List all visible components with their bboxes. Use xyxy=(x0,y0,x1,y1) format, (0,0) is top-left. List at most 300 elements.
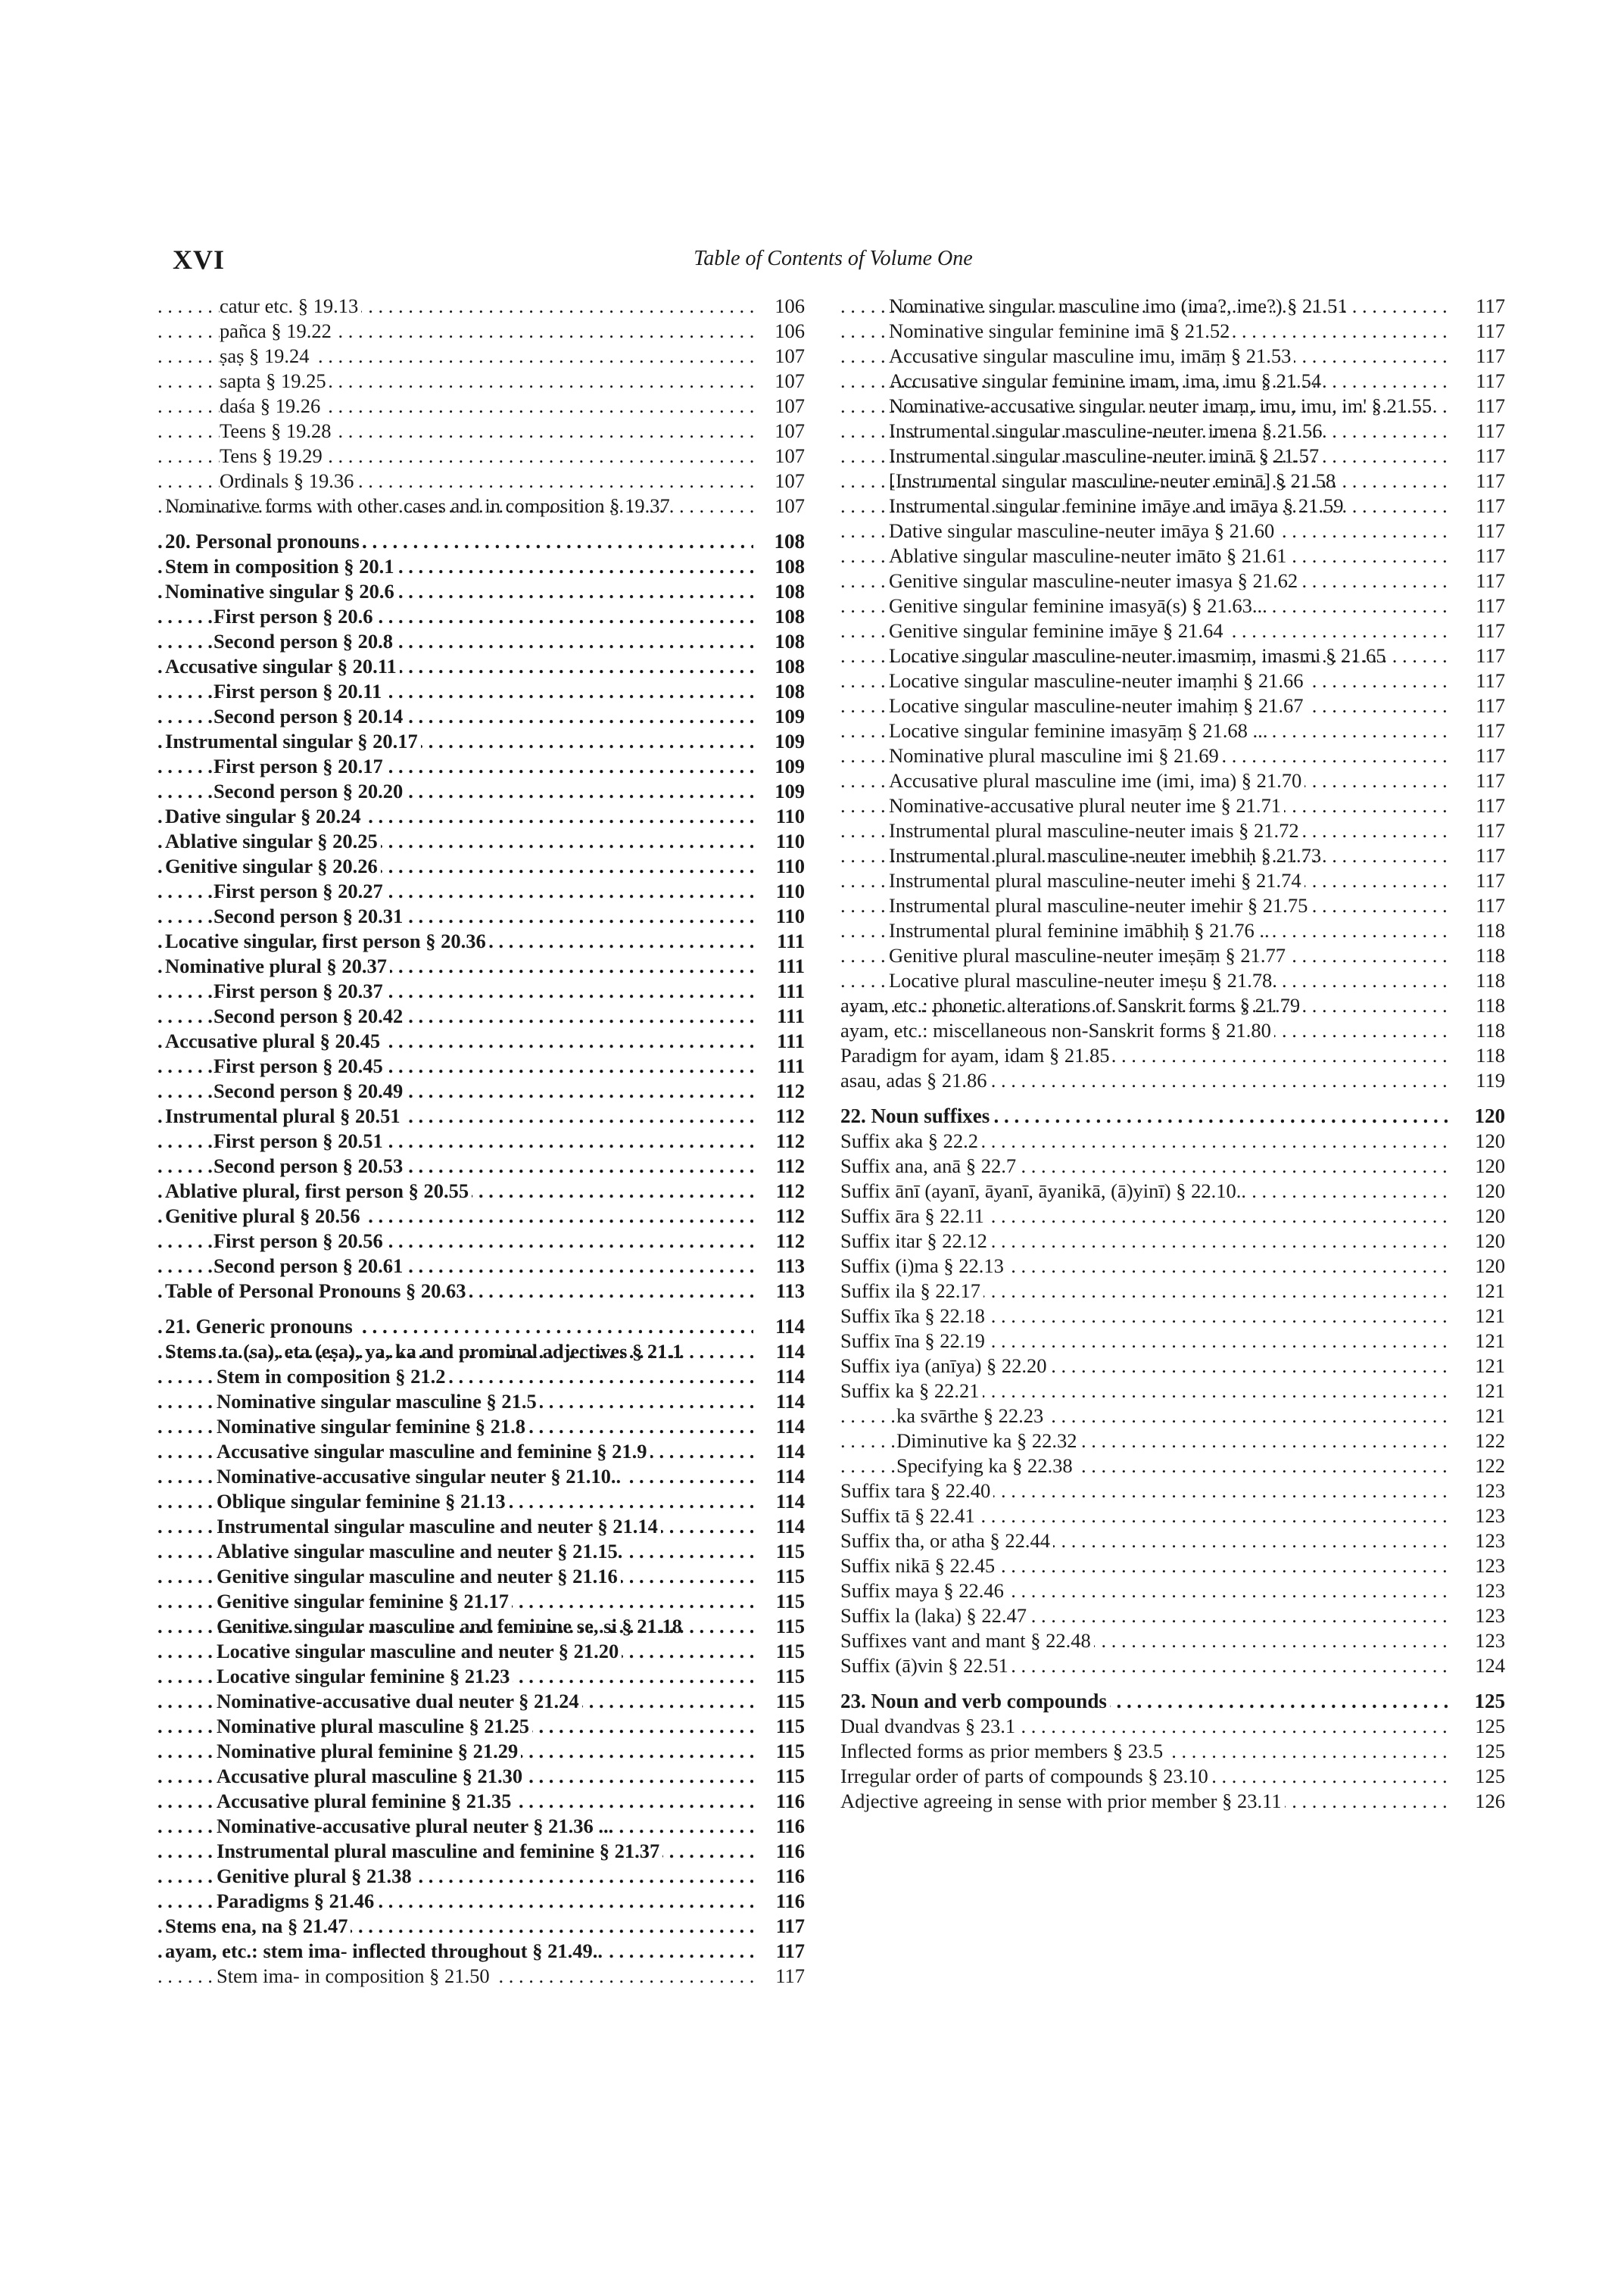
toc-entry-title: Nominative forms with other cases and in composition § 19.37 xyxy=(165,494,670,517)
toc-entry xyxy=(157,1129,805,1154)
toc-entry xyxy=(157,1839,805,1864)
toc-entry xyxy=(840,1404,1505,1428)
toc-entry-page: 117 xyxy=(1454,394,1505,419)
toc-entry-page: 115 xyxy=(753,1664,805,1689)
toc-entry xyxy=(157,1389,805,1414)
toc-entry-page: 108 xyxy=(753,654,805,679)
toc-entry xyxy=(157,1204,805,1229)
running-title: Table of Contents of Volume One xyxy=(694,247,973,270)
toc-entry xyxy=(840,544,1505,569)
toc-entry-title: [Instrumental singular masculine-neuter eminā] § 21.58 xyxy=(889,469,1336,492)
toc-entry-page: 107 xyxy=(753,369,805,394)
toc-entry xyxy=(840,1043,1505,1068)
toc-entry xyxy=(840,1428,1505,1453)
toc-entry xyxy=(840,519,1505,544)
toc-entry xyxy=(157,1439,805,1464)
toc-entry-title: catur etc. § 19.13 xyxy=(220,294,361,317)
toc-entry-title: ayam, etc.: phonetic alterations of Sanskrit forms § 21.79 xyxy=(840,994,1301,1017)
toc-entry xyxy=(157,1029,805,1054)
toc-section-heading xyxy=(157,1314,805,1339)
toc-entry-page: 117 xyxy=(1454,818,1505,843)
toc-entry-page: 125 xyxy=(1454,1714,1505,1739)
toc-entry-title: pañca § 19.22 xyxy=(220,319,335,342)
toc-entry-title: Suffix ka § 22.21 xyxy=(840,1379,983,1402)
toc-entry-page: 114 xyxy=(753,1439,805,1464)
toc-entry-page: 116 xyxy=(753,1864,805,1889)
toc-entry-title: Suffix īka § 22.18 xyxy=(840,1304,988,1327)
toc-entry-title: Nominative plural § 20.37 xyxy=(165,955,390,977)
toc-entry-page: 123 xyxy=(1454,1553,1505,1578)
toc-entry xyxy=(157,904,805,929)
toc-entry xyxy=(157,829,805,854)
toc-entry-title: Nominative singular masculine imo (ima?, ime?) § 21.51 xyxy=(889,294,1348,317)
toc-entry-title: Suffix nikā § 22.45 xyxy=(840,1554,998,1577)
toc-entry-page: 117 xyxy=(1454,743,1505,768)
toc-entry-title: Nominative-accusative singular neuter imaṃ, imu, imu, im' § 21.55 xyxy=(889,394,1432,417)
toc-entry-page: 116 xyxy=(753,1789,805,1814)
toc-entry xyxy=(157,854,805,879)
toc-entry-page: 109 xyxy=(753,779,805,804)
toc-entry xyxy=(157,954,805,979)
toc-entry-title: 20. Personal pronouns xyxy=(165,530,363,553)
toc-entry-title: First person § 20.17 xyxy=(214,755,386,777)
toc-entry-page: 107 xyxy=(753,494,805,519)
toc-entry-page: 112 xyxy=(753,1229,805,1254)
toc-entry-title: Genitive singular feminine imāye § 21.64 xyxy=(889,619,1227,642)
toc-entry xyxy=(157,444,805,469)
toc-entry-title: Second person § 20.53 xyxy=(214,1154,406,1177)
toc-entry xyxy=(157,344,805,369)
toc-entry-page: 123 xyxy=(1454,1628,1505,1653)
toc-entry-title: Genitive singular feminine § 21.17 xyxy=(217,1590,512,1612)
toc-entry xyxy=(157,579,805,604)
toc-entry-title: Nominative singular feminine § 21.8 xyxy=(217,1415,528,1438)
toc-entry-title: Locative singular feminine § 21.23 xyxy=(217,1665,513,1687)
toc-entry xyxy=(157,1939,805,1964)
toc-entry xyxy=(840,1354,1505,1379)
toc-entry-title: Nominative plural masculine imi § 21.69 xyxy=(889,744,1222,767)
toc-entry xyxy=(157,1464,805,1489)
toc-entry-title: Stem ima- in composition § 21.50 xyxy=(217,1964,493,1987)
toc-entry-page: 117 xyxy=(1454,693,1505,718)
toc-entry-page: 124 xyxy=(1454,1653,1505,1678)
toc-entry xyxy=(157,1154,805,1179)
toc-entry-page: 125 xyxy=(1454,1764,1505,1789)
toc-entry-page: 112 xyxy=(753,1104,805,1129)
toc-entry xyxy=(840,618,1505,643)
toc-entry xyxy=(157,1814,805,1839)
toc-entry-page: 111 xyxy=(753,929,805,954)
toc-entry-title: Instrumental plural masculine-neuter imais § 21.72 xyxy=(889,819,1302,842)
toc-entry-title: Nominative plural feminine § 21.29 xyxy=(217,1740,521,1762)
toc-entry xyxy=(157,629,805,654)
toc-entry xyxy=(840,1279,1505,1304)
toc-entry-title: First person § 20.51 xyxy=(214,1129,386,1152)
toc-entry-page: 120 xyxy=(1454,1129,1505,1154)
toc-entry xyxy=(157,1254,805,1279)
toc-entry-title: Accusative plural § 20.45 xyxy=(165,1030,383,1052)
toc-entry-title: Teens § 19.28 xyxy=(220,419,335,442)
toc-entry-title: Second person § 20.14 xyxy=(214,705,406,727)
toc-entry xyxy=(157,1614,805,1639)
toc-entry-page: 107 xyxy=(753,419,805,444)
toc-entry xyxy=(840,1068,1505,1093)
toc-entry-page: 114 xyxy=(753,1314,805,1339)
toc-entry-page: 117 xyxy=(1454,643,1505,668)
toc-entry-page: 117 xyxy=(1454,768,1505,793)
toc-entry-page: 121 xyxy=(1454,1304,1505,1329)
toc-entry xyxy=(840,993,1505,1018)
toc-entry-title: Second person § 20.31 xyxy=(214,905,406,927)
toc-entry-page: 114 xyxy=(753,1364,805,1389)
toc-entry xyxy=(157,604,805,629)
toc-entry-title: Nominative-accusative dual neuter § 21.24 xyxy=(217,1690,582,1712)
toc-entry xyxy=(840,818,1505,843)
toc-entry-page: 117 xyxy=(1454,594,1505,618)
toc-entry xyxy=(157,294,805,319)
toc-entry-page: 118 xyxy=(1454,1043,1505,1068)
toc-entry-title: Suffix ila § 22.17 xyxy=(840,1279,983,1302)
toc-entry xyxy=(157,879,805,904)
toc-entry xyxy=(840,294,1505,319)
toc-entry xyxy=(840,1528,1505,1553)
toc-entry xyxy=(157,1004,805,1029)
toc-entry-title: asau, adas § 21.86 xyxy=(840,1069,990,1092)
toc-entry xyxy=(157,1764,805,1789)
toc-entry xyxy=(840,793,1505,818)
toc-entry-title: Suffix īna § 22.19 xyxy=(840,1329,988,1352)
toc-entry-page: 117 xyxy=(1454,618,1505,643)
toc-entry xyxy=(840,569,1505,594)
toc-entry-title: Tens § 19.29 xyxy=(220,444,326,467)
toc-entry-page: 120 xyxy=(1454,1254,1505,1279)
toc-entry xyxy=(157,1639,805,1664)
toc-entry-title: First person § 20.56 xyxy=(214,1229,386,1252)
toc-entry-title: ka svārthe § 22.23 xyxy=(896,1404,1046,1427)
toc-entry-title: Second person § 20.49 xyxy=(214,1080,406,1102)
toc-entry-page: 117 xyxy=(1454,519,1505,544)
toc-entry-page: 117 xyxy=(753,1964,805,1989)
toc-entry xyxy=(840,1379,1505,1404)
toc-entry-page: 110 xyxy=(753,804,805,829)
toc-entry xyxy=(157,1664,805,1689)
toc-entry xyxy=(840,843,1505,868)
toc-entry xyxy=(840,1603,1505,1628)
toc-entry xyxy=(157,1964,805,1989)
toc-entry-page: 108 xyxy=(753,529,805,554)
toc-entry xyxy=(157,369,805,394)
toc-entry-title: Accusative plural feminine § 21.35 xyxy=(217,1790,514,1812)
toc-entry-title: Suffix iya (anīya) § 22.20 xyxy=(840,1354,1050,1377)
toc-entry-page: 118 xyxy=(1454,918,1505,943)
toc-entry xyxy=(840,1204,1505,1229)
toc-entry xyxy=(157,1514,805,1539)
toc-entry-title: Instrumental plural masculine-neuter imehi § 21.74 xyxy=(889,869,1304,892)
toc-entry-title: Second person § 20.42 xyxy=(214,1005,406,1027)
toc-entry-title: Instrumental singular masculine-neuter iminā § 21.57 xyxy=(889,444,1320,467)
toc-entry-title: Nominative-accusative plural neuter ime § 21.71 xyxy=(889,794,1284,817)
toc-entry-title: sapta § 19.25 xyxy=(220,369,329,392)
toc-entry xyxy=(840,1789,1505,1814)
toc-entry-page: 119 xyxy=(1454,1068,1505,1093)
toc-entry xyxy=(840,1329,1505,1354)
toc-entry-page: 122 xyxy=(1454,1428,1505,1453)
toc-entry xyxy=(840,643,1505,668)
toc-entry-title: Dative singular masculine-neuter imāya § 21.60 xyxy=(889,519,1277,542)
toc-entry-page: 116 xyxy=(753,1889,805,1914)
toc-entry xyxy=(157,469,805,494)
toc-entry-title: 21. Generic pronouns xyxy=(165,1315,356,1338)
toc-entry xyxy=(157,319,805,344)
toc-entry xyxy=(840,1578,1505,1603)
toc-entry-page: 118 xyxy=(1454,993,1505,1018)
toc-entry-title: Ablative singular masculine-neuter imāto § 21.61 xyxy=(889,544,1289,567)
toc-entry-title: Instrumental plural masculine-neuter imebhiḥ § 21.73 xyxy=(889,844,1322,867)
toc-entry xyxy=(157,1789,805,1814)
toc-entry xyxy=(157,494,805,519)
toc-entry-page: 114 xyxy=(753,1514,805,1539)
toc-entry xyxy=(157,554,805,579)
toc-entry-page: 111 xyxy=(753,1029,805,1054)
toc-entry-page: 123 xyxy=(1454,1478,1505,1503)
toc-entry-title: Adjective agreeing in sense with prior member § 23.11 xyxy=(840,1790,1285,1812)
toc-entry xyxy=(840,893,1505,918)
toc-entry-title: Nominative plural masculine § 21.25 xyxy=(217,1715,532,1737)
toc-entry-page: 123 xyxy=(1454,1603,1505,1628)
toc-entry-title: Dual dvandvas § 23.1 xyxy=(840,1715,1018,1737)
toc-entry xyxy=(157,1589,805,1614)
toc-entry xyxy=(157,979,805,1004)
toc-entry-title: First person § 20.27 xyxy=(214,880,386,902)
toc-entry xyxy=(840,1553,1505,1578)
toc-entry xyxy=(157,729,805,754)
toc-entry xyxy=(840,1503,1505,1528)
toc-entry-title: Nominative singular feminine imā § 21.52 xyxy=(889,319,1233,342)
toc-entry-page: 110 xyxy=(753,854,805,879)
toc-entry xyxy=(840,1254,1505,1279)
toc-entry xyxy=(157,1914,805,1939)
toc-entry-title: Genitive singular § 20.26 xyxy=(165,855,381,877)
toc-entry-title: Genitive singular feminine imasyā(s) § 21.63... xyxy=(889,594,1270,617)
toc-entry-title: Nominative singular § 20.6 xyxy=(165,580,397,603)
toc-entry-page: 120 xyxy=(1454,1204,1505,1229)
toc-entry-page: 108 xyxy=(753,604,805,629)
toc-entry-page: 122 xyxy=(1454,1453,1505,1478)
toc-entry xyxy=(840,918,1505,943)
toc-entry xyxy=(840,344,1505,369)
toc-entry-page: 113 xyxy=(753,1279,805,1304)
toc-entry-title: Accusative singular feminine imam, ima, imu § 21.54 xyxy=(889,369,1322,392)
toc-entry xyxy=(157,679,805,704)
toc-entry-title: Nominative-accusative plural neuter § 21.36 ... xyxy=(217,1815,616,1837)
toc-entry-page: 112 xyxy=(753,1154,805,1179)
toc-entry-page: 115 xyxy=(753,1564,805,1589)
toc-entry xyxy=(157,1104,805,1129)
toc-entry xyxy=(840,1129,1505,1154)
toc-entry xyxy=(157,1489,805,1514)
toc-entry-title: First person § 20.45 xyxy=(214,1055,386,1077)
toc-entry-page: 117 xyxy=(1454,843,1505,868)
toc-entry xyxy=(157,1079,805,1104)
toc-entry xyxy=(840,943,1505,968)
toc-entry-page: 107 xyxy=(753,444,805,469)
toc-entry-title: Paradigms § 21.46 xyxy=(217,1890,377,1912)
toc-entry-page: 115 xyxy=(753,1539,805,1564)
toc-entry-page: 107 xyxy=(753,394,805,419)
toc-entry-page: 117 xyxy=(1454,444,1505,469)
toc-entry xyxy=(157,1054,805,1079)
toc-entry-page: 109 xyxy=(753,704,805,729)
toc-entry xyxy=(157,929,805,954)
toc-entry xyxy=(840,469,1505,494)
toc-entry-title: Locative singular masculine and neuter § 21.20 xyxy=(217,1640,622,1662)
toc-entry-title: Ordinals § 19.36 xyxy=(220,469,357,492)
toc-entry-page: 120 xyxy=(1454,1154,1505,1179)
toc-entry xyxy=(840,419,1505,444)
toc-entry xyxy=(157,394,805,419)
toc-entry-title: Genitive singular masculine and neuter § 21.16 xyxy=(217,1565,621,1587)
toc-entry xyxy=(157,419,805,444)
toc-entry xyxy=(840,1478,1505,1503)
toc-entry-title: ṣaṣ § 19.24 xyxy=(220,344,313,367)
toc-section-heading xyxy=(840,1689,1505,1714)
toc-entry xyxy=(157,1689,805,1714)
toc-entry-title: Stems ena, na § 21.47 xyxy=(165,1914,351,1937)
toc-entry-page: 117 xyxy=(1454,868,1505,893)
toc-entry-title: Instrumental singular masculine and neuter § 21.14 xyxy=(217,1515,661,1537)
toc-entry-title: Accusative plural masculine § 21.30 xyxy=(217,1765,525,1787)
toc-entry xyxy=(840,1453,1505,1478)
toc-entry-title: Table of Personal Pronouns § 20.63 xyxy=(165,1279,469,1302)
toc-entry-page: 121 xyxy=(1454,1379,1505,1404)
toc-entry-title: Genitive plural masculine-neuter imeṣāṃ § 21.77 xyxy=(889,944,1289,967)
toc-entry xyxy=(840,1628,1505,1653)
toc-entry xyxy=(840,594,1505,618)
toc-entry-page: 108 xyxy=(753,579,805,604)
toc-entry-page: 112 xyxy=(753,1079,805,1104)
toc-entry xyxy=(157,1229,805,1254)
toc-entry-title: Locative plural masculine-neuter imeṣu § 21.78. xyxy=(889,969,1280,992)
toc-entry-title: Instrumental plural masculine-neuter imehir § 21.75 xyxy=(889,894,1311,917)
toc-entry-title: Suffix ānī (ayanī, āyanī, āyanikā, (ā)yinī) § 22.10.. xyxy=(840,1179,1249,1202)
toc-entry-page: 115 xyxy=(753,1764,805,1789)
toc-entry xyxy=(157,1339,805,1364)
toc-entry xyxy=(157,1889,805,1914)
page-header xyxy=(173,244,1494,282)
toc-entry-page: 117 xyxy=(1454,419,1505,444)
toc-entry-page: 120 xyxy=(1454,1179,1505,1204)
toc-entry-title: Suffix tara § 22.40 xyxy=(840,1479,993,1502)
toc-entry-title: Suffix aka § 22.2 xyxy=(840,1129,981,1152)
toc-entry xyxy=(157,654,805,679)
toc-entry-title: Suffix la (laka) § 22.47 xyxy=(840,1604,1030,1627)
toc-entry-title: Dative singular § 20.24 xyxy=(165,805,364,827)
toc-entry xyxy=(157,704,805,729)
toc-entry-title: ayam, etc.: miscellaneous non-Sanskrit forms § 21.80 xyxy=(840,1019,1274,1042)
toc-entry-title: Locative singular masculine-neuter imahiṃ § 21.67 xyxy=(889,694,1307,717)
toc-entry-page: 123 xyxy=(1454,1578,1505,1603)
toc-entry-title: Second person § 20.61 xyxy=(214,1254,406,1277)
toc-entry-title: Stem in composition § 21.2 xyxy=(217,1365,449,1388)
toc-entry-page: 112 xyxy=(753,1179,805,1204)
toc-entry-title: Instrumental plural feminine imābhiḥ § 21.76 .. xyxy=(889,919,1273,942)
toc-entry xyxy=(840,868,1505,893)
toc-entry xyxy=(840,1764,1505,1789)
toc-entry-title: Accusative plural masculine ime (imi, ima) § 21.70 xyxy=(889,769,1304,792)
toc-entry xyxy=(840,718,1505,743)
toc-entry-title: 23. Noun and verb compounds xyxy=(840,1690,1110,1712)
toc-entry-title: ayam, etc.: stem ima- inflected throughout § 21.49.. xyxy=(165,1939,606,1962)
toc-entry xyxy=(840,444,1505,469)
toc-entry xyxy=(157,1179,805,1204)
toc-entry-page: 114 xyxy=(753,1414,805,1439)
toc-entry xyxy=(157,1414,805,1439)
toc-entry-page: 106 xyxy=(753,294,805,319)
toc-entry-page: 117 xyxy=(1454,668,1505,693)
toc-entry-page: 121 xyxy=(1454,1329,1505,1354)
toc-entry-page: 113 xyxy=(753,1254,805,1279)
toc-entry-page: 117 xyxy=(1454,344,1505,369)
toc-entry xyxy=(840,968,1505,993)
toc-entry-title: Nominative-accusative singular neuter § 21.10.. xyxy=(217,1465,624,1488)
toc-entry-title: Instrumental singular feminine imāye and imāya § 21.59 xyxy=(889,494,1344,517)
toc-entry-page: 117 xyxy=(1454,893,1505,918)
toc-entry-page: 112 xyxy=(753,1129,805,1154)
toc-entry-title: daśa § 19.26 xyxy=(220,394,323,417)
toc-entry-title: Locative singular masculine-neuter imaṃhi § 21.66 xyxy=(889,669,1307,692)
toc-entry-page: 112 xyxy=(753,1204,805,1229)
toc-entry-page: 117 xyxy=(1454,294,1505,319)
toc-entry-title: Suffix tha, or atha § 22.44 xyxy=(840,1529,1053,1552)
toc-entry-page: 108 xyxy=(753,629,805,654)
toc-entry-title: Ablative singular § 20.25 xyxy=(165,830,381,852)
toc-entry-title: 22. Noun suffixes xyxy=(840,1104,993,1127)
toc-entry-page: 109 xyxy=(753,729,805,754)
toc-entry-page: 125 xyxy=(1454,1689,1505,1714)
toc-entry-title: First person § 20.6 xyxy=(214,605,376,628)
toc-entry-page: 114 xyxy=(753,1339,805,1364)
toc-entry-page: 107 xyxy=(753,469,805,494)
toc-entry-page: 116 xyxy=(753,1814,805,1839)
toc-entry-title: Oblique singular feminine § 21.13 xyxy=(217,1490,509,1513)
toc-entry xyxy=(840,743,1505,768)
toc-entry-title: Genitive singular masculine and feminine se, si § 21.18 xyxy=(217,1615,682,1637)
toc-entry-page: 117 xyxy=(1454,469,1505,494)
toc-entry-page: 110 xyxy=(753,829,805,854)
toc-entry-page: 109 xyxy=(753,754,805,779)
toc-entry-title: Suffix (ā)vin § 22.51 xyxy=(840,1654,1011,1677)
toc-entry-title: Suffix itar § 22.12 xyxy=(840,1229,990,1252)
toc-entry-title: Instrumental plural masculine and feminine § 21.37 xyxy=(217,1840,662,1862)
toc-entry-page: 110 xyxy=(753,879,805,904)
toc-entry-title: Second person § 20.8 xyxy=(214,630,396,653)
toc-entry-title: Accusative singular masculine imu, imāṃ § 21.53 xyxy=(889,344,1294,367)
toc-entry xyxy=(157,1564,805,1589)
toc-entry xyxy=(840,1018,1505,1043)
toc-entry-page: 126 xyxy=(1454,1789,1505,1814)
toc-entry-title: Stem in composition § 20.1 xyxy=(165,555,397,578)
toc-entry-page: 106 xyxy=(753,319,805,344)
toc-right-column xyxy=(840,294,1505,1814)
toc-entry-title: Accusative singular masculine and feminine § 21.9 xyxy=(217,1440,650,1463)
toc-entry-title: Instrumental singular masculine-neuter imena § 21.56 xyxy=(889,419,1323,442)
toc-entry-page: 117 xyxy=(1454,494,1505,519)
toc-left-column xyxy=(157,294,805,1989)
toc-entry-title: Ablative plural, first person § 20.55 xyxy=(165,1179,472,1202)
toc-entry-title: Irregular order of parts of compounds § 23.10 xyxy=(840,1765,1211,1787)
toc-entry-page: 117 xyxy=(1454,718,1505,743)
toc-entry-page: 123 xyxy=(1454,1528,1505,1553)
